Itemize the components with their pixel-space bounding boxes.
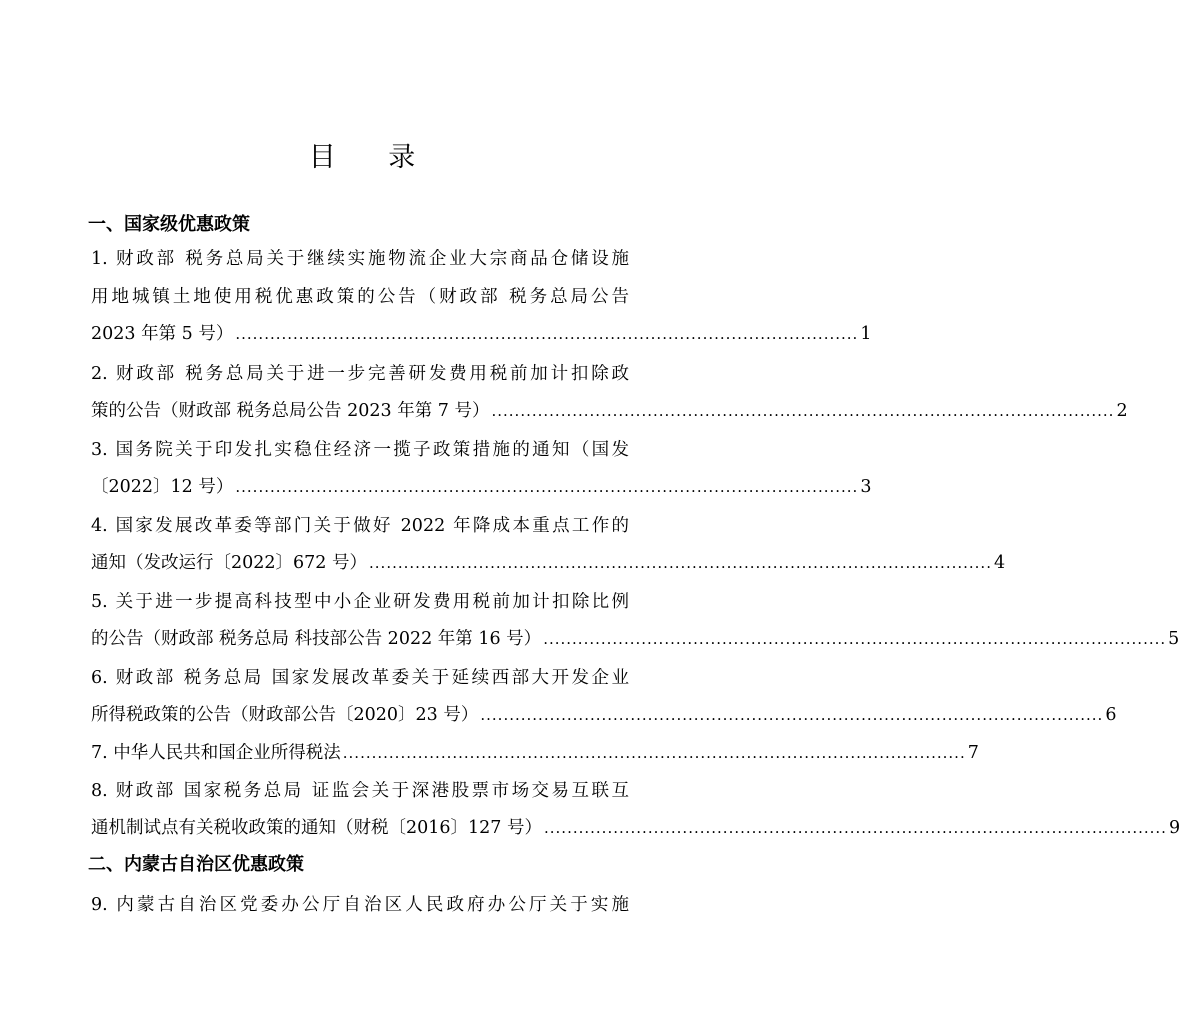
toc-entry-1-text: 2023 年第 5 号） (91, 324, 234, 344)
toc-entry-7-page: 7 (967, 743, 979, 763)
leader-dots: ............................................................................................................ (235, 478, 859, 496)
toc-entry-4-text: 通知（发改运行〔2022〕672 号） (91, 553, 368, 573)
toc-entry-5-line-2[interactable] (91, 626, 1180, 652)
toc-entry-8-line-1: 8. 财政部 国家税务总局 证监会关于深港股票市场交易互联互 (91, 781, 629, 801)
toc-entry-1-line-1: 1. 财政部 税务总局关于继续实施物流企业大宗商品仓储设施 (91, 249, 629, 269)
leader-dots: ............................................................................................................ (235, 325, 859, 343)
toc-entry-2-text: 策的公告（财政部 税务总局公告 2023 年第 7 号） (91, 401, 490, 421)
toc-entry-1-line-2: 用地城镇土地使用税优惠政策的公告（财政部 税务总局公告 (91, 287, 629, 307)
toc-entry-1-line-3[interactable] (91, 321, 872, 347)
toc-entry-5-line-1: 5. 关于进一步提高科技型中小企业研发费用税前加计扣除比例 (91, 592, 629, 612)
page-title: 目 录 (308, 142, 438, 173)
toc-entry-2-line-1: 2. 财政部 税务总局关于进一步完善研发费用税前加计扣除政 (91, 364, 629, 384)
toc-entry-2-page: 2 (1116, 401, 1128, 421)
toc-entry-7-line-1[interactable] (91, 740, 979, 766)
section-heading-inner-mongolia: 二、内蒙古自治区优惠政策 (88, 854, 304, 875)
toc-entry-4-line-1: 4. 国家发展改革委等部门关于做好 2022 年降成本重点工作的 (91, 516, 629, 536)
toc-entry-6-text: 所得税政策的公告（财政部公告〔2020〕23 号） (91, 705, 479, 725)
toc-entry-2-line-2[interactable] (91, 398, 1128, 424)
toc-entry-3-line-1: 3. 国务院关于印发扎实稳住经济一揽子政策措施的通知（国发 (91, 440, 629, 460)
toc-entry-4-line-2[interactable] (91, 550, 1006, 576)
leader-dots: ............................................................................................................ (342, 744, 966, 762)
leader-dots: ............................................................................................................ (544, 819, 1167, 837)
toc-entry-1-page: 1 (860, 324, 872, 344)
toc-entry-5-page: 5 (1168, 629, 1180, 649)
toc-entry-3-page: 3 (860, 477, 872, 497)
leader-dots: ............................................................................................................ (480, 706, 1104, 724)
leader-dots: ............................................................................................................ (543, 630, 1167, 648)
toc-entry-7-text: 7. 中华人民共和国企业所得税法 (91, 743, 341, 763)
toc-entry-3-line-2[interactable] (91, 474, 872, 500)
toc-entry-8-text: 通机制试点有关税收政策的通知（财税〔2016〕127 号） (91, 818, 542, 838)
toc-entry-8-line-2[interactable] (91, 815, 1180, 841)
leader-dots: ............................................................................................................ (491, 402, 1115, 420)
section-heading-national: 一、国家级优惠政策 (88, 214, 250, 235)
toc-entry-5-text: 的公告（财政部 税务总局 科技部公告 2022 年第 16 号） (91, 629, 542, 649)
toc-entry-6-line-1: 6. 财政部 税务总局 国家发展改革委关于延续西部大开发企业 (91, 668, 629, 688)
toc-entry-4-page: 4 (993, 553, 1006, 573)
toc-entry-8-page: 9 (1168, 818, 1180, 838)
leader-dots: ............................................................................................................ (369, 554, 992, 572)
toc-entry-3-text: 〔2022〕12 号） (91, 477, 234, 497)
toc-entry-6-line-2[interactable] (91, 702, 1117, 728)
toc-entry-9-line-1: 9. 内蒙古自治区党委办公厅自治区人民政府办公厅关于实施 (91, 895, 629, 915)
toc-entry-6-page: 6 (1105, 705, 1117, 725)
